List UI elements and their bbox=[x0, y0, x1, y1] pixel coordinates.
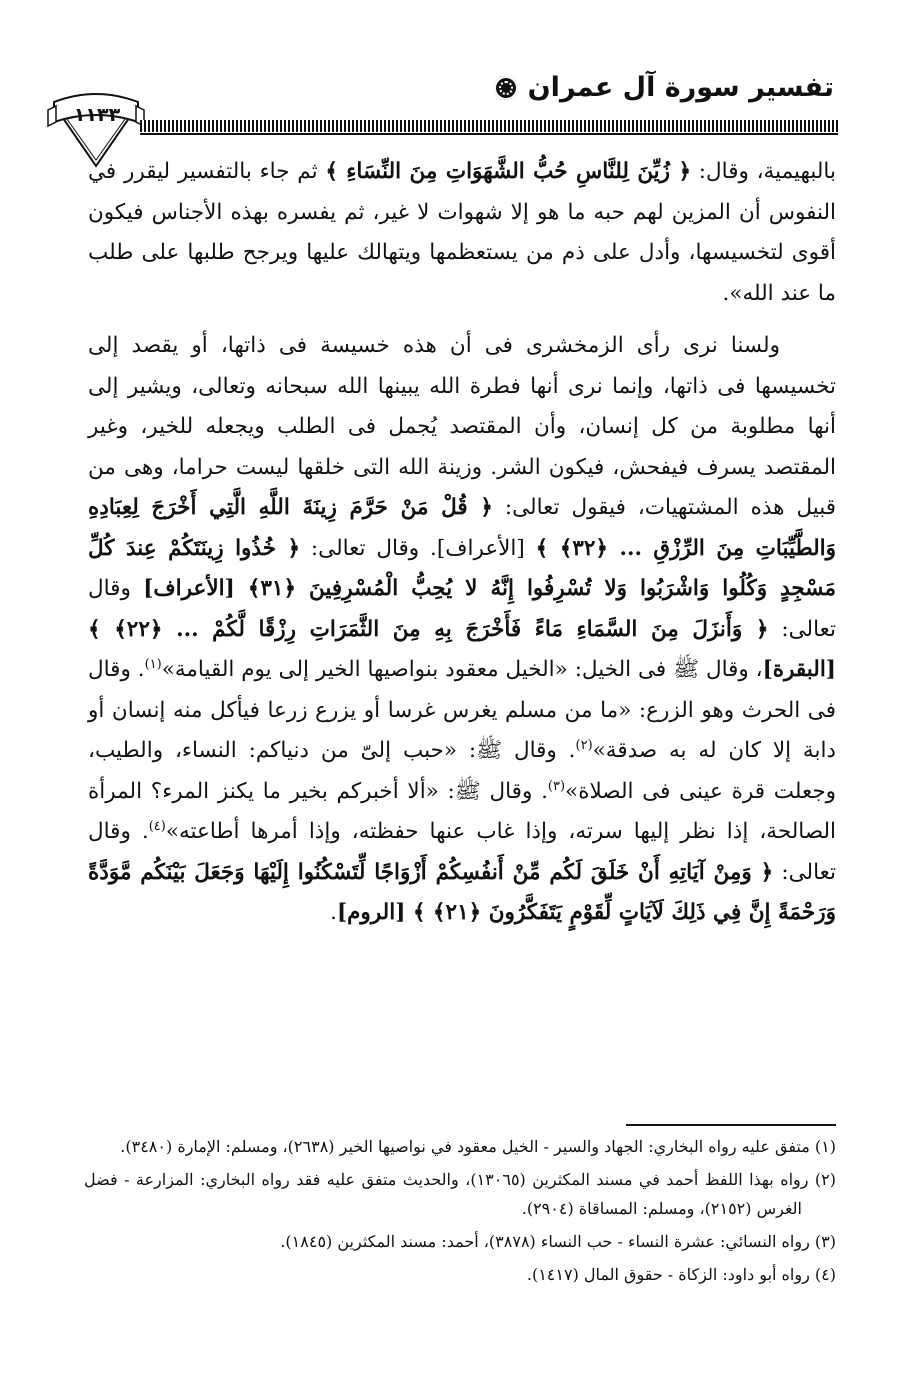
quran-verse: ﴿ وَمِنْ آيَاتِهِ أَنْ خَلَقَ لَكُم مِّنْ أَنفُسِكُمْ أَزْوَاجًا لِّتَسْكُنُوا إِلَيْهَا وَجَعَلَ بَيْنَكُم مَّوَدَّةً وَرَحْمَةً إِنَّ فِي ذَلِكَ لَآيَاتٍ لِّقَوْمٍ يَتَفَكَّرُونَ ﴿٢١﴾ ﴾ [الروم] bbox=[88, 859, 836, 925]
page-number: ١١٣٣ bbox=[73, 104, 121, 126]
footnote-separator bbox=[626, 1124, 836, 1126]
main-text bbox=[88, 152, 836, 934]
text-segment: . bbox=[330, 900, 337, 925]
footnote: (١) متفق عليه رواه البخاري: الجهاد والسير - الخيل معقود في نواصيها الخير (٢٦٣٨)، ومسلم: الإمارة (٣٤٨٠). bbox=[120, 1137, 836, 1156]
quran-verse: ﴿ قُلْ مَنْ حَرَّمَ زِينَةَ اللَّهِ الَّتِي أَخْرَجَ لِعِبَادِهِ وَالطَّيِّبَاتِ مِنَ الرِّزْقِ ... ﴿٣٢﴾ ﴾ bbox=[88, 495, 836, 561]
quran-verse: ﴿ زُيِّنَ لِلنَّاسِ حُبُّ الشَّهَوَاتِ مِنَ النِّسَاءِ ﴾ bbox=[325, 159, 692, 184]
rosette-ornament-icon bbox=[494, 76, 518, 100]
footnote: (٣) رواه النسائي: عشرة النساء - حب النساء (٣٨٧٨)، أحمد: مسند المكثرين (١٨٤٥). bbox=[280, 1232, 836, 1251]
footnote-marker: (٢) bbox=[575, 737, 593, 753]
quran-verse: ﴿ وَأَنزَلَ مِنَ السَّمَاءِ مَاءً فَأَخْرَجَ بِهِ مِنَ الثَّمَرَاتِ رِزْقًا لَّكُمْ ... ﴿٢٢﴾ ﴾ [البقرة] bbox=[88, 616, 836, 682]
text-segment: وقال تعالى: bbox=[88, 576, 836, 642]
footnote: (٢) رواه بهذا اللفظ أحمد في مسند المكثرين (١٣٠٦٥)، والحديث متفق عليه فقد رواه البخاري: المزارعة - فضل الغرس (٢١٥٢)، ومسلم: المساقاة (٢٩٠٤). bbox=[84, 1170, 837, 1218]
text-segment: ثم جاء بالتفسير ليقرر في النفوس أن المزين لهم حبه ما هو إلا شهوات لا غير، ثم يفسره بهذه الأجناس فيكون أقوى لتخسيسها، وأدل على ذم من يستعظمها ويتهالك عليها ويرجح طلبها على طلب ما عند الله». bbox=[88, 159, 836, 306]
page-header bbox=[0, 0, 924, 175]
footnote: (٤) رواه أبو داود: الزكاة - حقوق المال (١٤١٧). bbox=[526, 1265, 836, 1284]
header-title-block bbox=[494, 72, 834, 103]
text-segment: . وقال ﷺ: «ألا أخبركم بخير ما يكنز المرء؟ المرأة الصالحة، إذا نظر إليها سرته، وإذا غاب عنها حفظته، وإذا أمرها أطاعته» bbox=[88, 778, 836, 844]
book-title: تفسير سورة آل عمران bbox=[527, 72, 834, 103]
text-segment: بالبهيمية، وقال: bbox=[691, 159, 836, 184]
text-segment: . وقال تعالى: bbox=[88, 819, 836, 885]
footnote-marker: (٣) bbox=[547, 778, 566, 794]
footnotes bbox=[84, 1132, 836, 1293]
quran-verse: ﴿ خُذُوا زِينَتَكُمْ عِندَ كُلِّ مَسْجِدٍ وَكُلُوا وَاشْرَبُوا وَلا تُسْرِفُوا إِنَّهُ لا يُحِبُّ الْمُسْرِفِينَ ﴿٣١﴾ [الأعراف] bbox=[88, 535, 836, 601]
footnote-marker: (٤) bbox=[148, 818, 166, 834]
text-segment: . وقال فى الحرث وهو الزرع: «ما من مسلم يغرس غرسا أو يزرع زرعا فيأكل منه إنسان أو دابة إلا كان له به صدقة» bbox=[88, 657, 836, 763]
paragraph bbox=[88, 326, 836, 934]
text-segment: . وقال ﷺ: «حبب إلىّ من دنياكم: النساء، والطيب، وجعلت قرة عينى فى الصلاة» bbox=[88, 738, 836, 804]
text-segment: [الأعراف]. وقال تعالى: bbox=[300, 535, 536, 561]
footnote-marker: (١) bbox=[144, 656, 162, 672]
text-segment: ولسنا نرى رأى الزمخشرى فى أن هذه خسيسة فى ذاتها، أو يقصد إلى تخسيسها فى ذاتها، وإنما نرى أنها فطرة الله يبينها الله سبحانه وتعالى، ويشير إلى أنها مطلوبة من كل إنسان، وأن المقتصد يُجمل فى الطلب ويجعله للخير، وغير المقتصد يسرف فيفحش، فيكون الشر. وزينة الله التى خلقها ليست حراما، وهى من قبيل هذه المشتهيات، فيقول تعالى: bbox=[88, 333, 836, 520]
text-segment: ، وقال ﷺ فى الخيل: «الخيل معقود بنواصيها الخير إلى يوم القيامة» bbox=[161, 657, 763, 682]
paragraph bbox=[88, 152, 836, 314]
header-rule bbox=[140, 120, 838, 132]
